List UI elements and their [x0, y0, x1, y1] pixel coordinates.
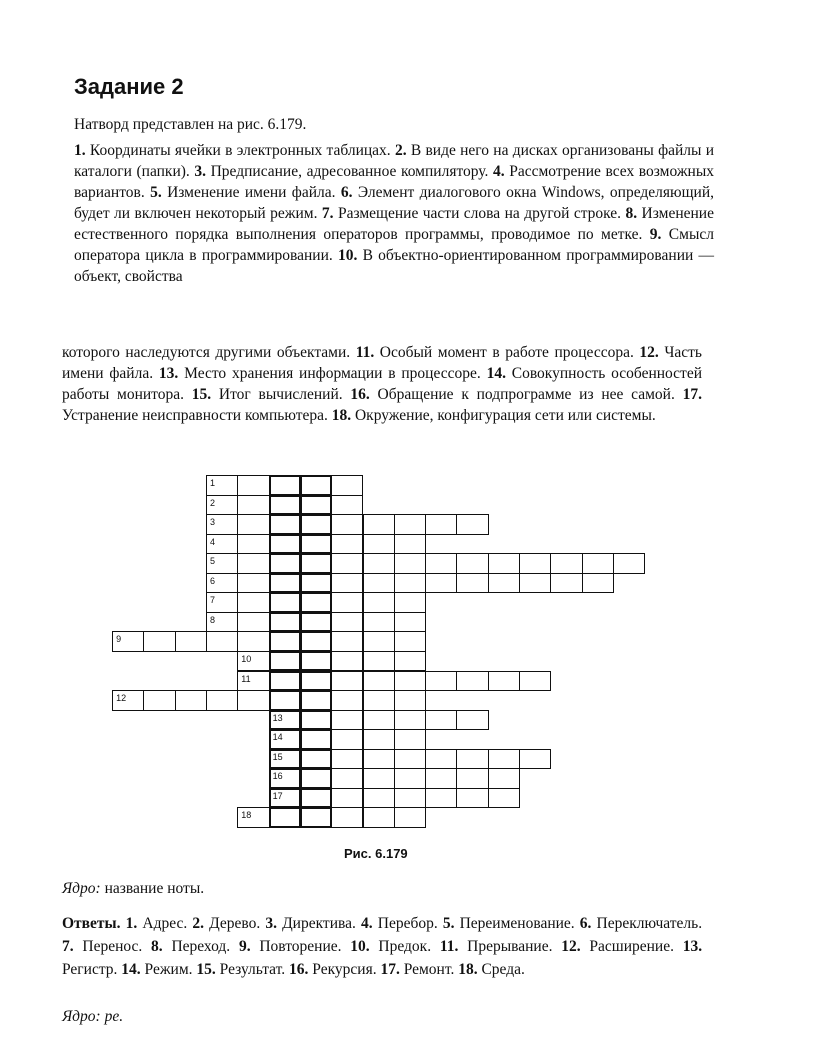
answer-word: Дерево. [209, 915, 261, 932]
row-number: 15 [272, 751, 283, 762]
grid-cell[interactable] [425, 768, 457, 789]
answer-number: 1. [125, 915, 138, 932]
clues-part-2 [62, 342, 702, 426]
answer-word: Расширение. [589, 938, 674, 955]
row-number: 11 [241, 673, 251, 684]
grid-cell[interactable] [331, 807, 363, 828]
grid-cell[interactable] [331, 690, 363, 711]
row-number: 12 [116, 693, 127, 704]
grid-cell[interactable] [488, 553, 520, 574]
grid-cell[interactable] [363, 671, 395, 692]
clue-text: Изменение имени файла. [161, 184, 341, 201]
core-cell[interactable] [300, 592, 332, 613]
grid-cell[interactable] [519, 553, 551, 574]
grid-cell[interactable] [456, 768, 488, 789]
clue-number: 14. [486, 365, 506, 382]
grid-cell[interactable] [237, 631, 269, 652]
grid-cell[interactable] [237, 573, 269, 594]
grid-cell[interactable] [331, 573, 363, 594]
row-number: 14 [272, 732, 283, 743]
clue-number: 2. [394, 142, 407, 159]
row-number: 18 [241, 810, 252, 821]
grid-cell[interactable] [175, 690, 207, 711]
row-number: 4 [210, 536, 216, 547]
grid-cell[interactable] [456, 671, 488, 692]
grid-cell[interactable] [394, 807, 426, 828]
core-cell[interactable] [269, 495, 301, 516]
row-number: 3 [210, 517, 216, 528]
clues-part-1 [74, 140, 714, 287]
clue-text: Предписание, адресованное компилятору. [206, 163, 493, 180]
grid-cell[interactable] [456, 553, 488, 574]
figure-caption: Рис. 6.179 [344, 846, 408, 861]
row-number: 1 [210, 478, 216, 488]
clue-number: 8. [625, 205, 638, 222]
grid-cell[interactable] [331, 495, 363, 516]
clue-number: 12. [639, 344, 659, 361]
grid-cell[interactable] [456, 749, 488, 770]
grid-cell[interactable] [206, 690, 238, 711]
grid-cell[interactable] [331, 788, 363, 809]
clue-number: 16. [350, 386, 370, 403]
core-cell[interactable] [300, 690, 332, 711]
answer-number: 7. [62, 938, 74, 955]
grid-cell[interactable] [394, 573, 426, 594]
clue-text: Место хранения информации в процессоре. [178, 365, 487, 382]
grid-cell[interactable] [363, 553, 395, 574]
core-cell[interactable] [300, 671, 332, 692]
grid-cell[interactable] [550, 573, 582, 594]
grid-cell[interactable] [363, 768, 395, 789]
answer-number: 11. [439, 938, 459, 955]
clue-text: Изменение естественного порядка выполнения операторов программы, проводимое по метке. [74, 205, 714, 243]
grid-cell[interactable] [425, 514, 457, 535]
row-number: 6 [210, 575, 216, 586]
grid-cell[interactable] [425, 710, 457, 731]
grid-cell[interactable] [143, 690, 175, 711]
answer-word: Перенос. [82, 938, 143, 955]
grid-cell[interactable] [237, 514, 269, 535]
clue-text: В объектно-ориентированном программировании — объект, свойства [74, 247, 715, 285]
clue-text: Рассмотрение всех возможных вариантов. [74, 163, 714, 201]
grid-cell[interactable] [331, 710, 363, 731]
clue-number: 7. [321, 205, 334, 222]
grid-cell[interactable] [394, 631, 426, 652]
clue-number: 10. [338, 247, 358, 264]
answer-word: Регистр. [62, 961, 118, 978]
core-cell[interactable] [300, 475, 332, 496]
core-cell[interactable] [300, 534, 332, 555]
grid-cell[interactable] [519, 573, 551, 594]
core-cell[interactable] [300, 514, 332, 535]
core-cell[interactable] [269, 553, 301, 574]
answer-number: 4. [361, 915, 373, 932]
clue-text: Особый момент в работе процессора. [374, 344, 640, 361]
answer-number: 10. [350, 938, 370, 955]
grid-cell[interactable] [394, 690, 426, 711]
core-cell[interactable] [269, 690, 301, 711]
grid-cell[interactable] [175, 631, 207, 652]
row-number: 5 [210, 556, 216, 567]
grid-cell[interactable] [456, 573, 488, 594]
clue-text: Итог вычислений. [211, 386, 351, 403]
answer-word: Рекурсия. [312, 961, 377, 978]
clue-number: 1. [74, 142, 86, 159]
grid-cell[interactable] [331, 534, 363, 555]
grid-cell[interactable] [237, 534, 269, 555]
core-cell[interactable] [300, 612, 332, 633]
grid-cell[interactable] [394, 612, 426, 633]
answer-word: Ремонт. [403, 961, 455, 978]
answer-number: 2. [192, 915, 204, 932]
clue-text: Размещение части слова на другой строке. [333, 205, 626, 222]
answer-word: Предок. [378, 938, 432, 955]
core-cell[interactable] [300, 631, 332, 652]
grid-cell[interactable] [425, 671, 457, 692]
answers-label: Ответы. [62, 915, 121, 932]
clue-number: 18. [331, 407, 352, 424]
grid-cell[interactable] [394, 651, 426, 672]
grid-cell[interactable] [363, 612, 395, 633]
clue-number: 4. [492, 163, 505, 180]
clue-number: 15. [191, 386, 212, 403]
grid-cell[interactable] [237, 553, 269, 574]
core-cell[interactable] [300, 729, 332, 750]
grid-cell[interactable] [613, 553, 645, 574]
answer-number: 17. [380, 961, 400, 978]
answer-number: 15. [196, 961, 216, 978]
clue-text: Часть имени файла. [62, 344, 702, 382]
answer-word: Переименование. [459, 915, 575, 932]
grid-cell[interactable] [331, 671, 363, 692]
row-number: 16 [272, 771, 283, 782]
clue-text: Элемент диалогового окна Windows, определяющий, будет ли включен некоторый режим. [74, 184, 714, 222]
grid-cell[interactable] [488, 671, 520, 692]
grid-cell[interactable] [488, 749, 520, 770]
answer-number: 5. [442, 915, 455, 932]
grid-cell[interactable] [425, 553, 457, 574]
grid-cell[interactable] [331, 768, 363, 789]
grid-cell[interactable] [488, 788, 520, 809]
grid-cell[interactable] [363, 573, 395, 594]
grid-cell[interactable] [237, 475, 269, 496]
grid-cell[interactable] [394, 534, 426, 555]
grid-cell[interactable] [394, 768, 426, 789]
core-cell[interactable] [300, 651, 332, 672]
grid-cell[interactable] [331, 553, 363, 574]
clue-number: 11. [355, 344, 375, 361]
core-cell[interactable] [300, 710, 332, 731]
grid-cell[interactable] [363, 651, 395, 672]
core-clue-label: Ядро: [62, 880, 101, 897]
core-cell[interactable] [269, 573, 301, 594]
grid-cell[interactable] [331, 514, 363, 535]
core-cell[interactable] [300, 553, 332, 574]
grid-cell[interactable] [331, 631, 363, 652]
core-cell[interactable] [269, 592, 301, 613]
grid-cell[interactable] [488, 573, 520, 594]
grid-cell[interactable] [363, 534, 395, 555]
grid-cell[interactable] [394, 710, 426, 731]
answer-word: Повторение. [259, 938, 342, 955]
core-cell[interactable] [300, 768, 332, 789]
grid-cell[interactable] [331, 612, 363, 633]
clue-text: Совокупность особенностей работы монитора. [62, 365, 703, 403]
grid-cell[interactable] [237, 690, 269, 711]
row-number: 2 [210, 497, 216, 508]
clue-text: Координаты ячейки в электронных таблицах. [85, 142, 395, 159]
answer-word: Переключатель. [596, 915, 703, 932]
clue-text: которого наследуются другими объектами. [62, 344, 356, 361]
core-cell[interactable] [269, 651, 301, 672]
row-number: 8 [210, 614, 216, 625]
core-cell[interactable] [300, 573, 332, 594]
row-number: 13 [272, 712, 283, 723]
answer-number: 12. [561, 938, 581, 955]
grid-cell[interactable] [206, 631, 238, 652]
grid-cell[interactable] [363, 788, 395, 809]
answer-word: Адрес. [142, 915, 188, 932]
core-clue-text: название ноты. [100, 880, 205, 897]
grid-cell[interactable] [363, 807, 395, 828]
grid-cell[interactable] [331, 592, 363, 613]
answer-word: Директива. [282, 915, 356, 932]
clue-number: 13. [158, 365, 179, 382]
grid-cell[interactable] [456, 788, 488, 809]
intro-text: Натворд представлен на рис. 6.179. [74, 116, 307, 133]
core-answer: Ядро: ре. [62, 1008, 124, 1025]
core-cell[interactable] [269, 514, 301, 535]
page-title: Задание 2 [74, 74, 184, 99]
grid-cell[interactable] [363, 710, 395, 731]
grid-cell[interactable] [331, 729, 363, 750]
answer-word: Режим. [144, 961, 193, 978]
answer-number: 6. [579, 915, 592, 932]
row-number: 10 [241, 653, 252, 664]
clue-number: 9. [649, 226, 662, 243]
clue-text: Обращение к подпрограмме из нее самой. [369, 386, 683, 403]
answer-number: 16. [289, 961, 309, 978]
grid-cell[interactable] [363, 514, 395, 535]
answer-word: Переход. [171, 938, 231, 955]
grid-cell[interactable] [456, 514, 488, 535]
grid-cell[interactable] [363, 729, 395, 750]
grid-cell[interactable] [488, 768, 520, 789]
grid-cell[interactable] [394, 749, 426, 770]
grid-cell[interactable] [331, 651, 363, 672]
row-number: 7 [210, 595, 216, 606]
grid-cell[interactable] [363, 592, 395, 613]
row-number: 9 [116, 634, 122, 645]
clue-number: 17. [682, 386, 702, 403]
grid-cell[interactable] [582, 573, 614, 594]
grid-cell[interactable] [425, 749, 457, 770]
answer-number: 13. [682, 938, 703, 955]
grid-cell[interactable] [394, 592, 426, 613]
answer-word: Перебор. [377, 915, 438, 932]
clue-text: Устранение неисправности компьютера. [62, 407, 332, 424]
grid-cell[interactable] [519, 749, 551, 770]
grid-cell[interactable] [456, 710, 488, 731]
core-cell[interactable] [300, 788, 332, 809]
clue-number: 3. [194, 163, 206, 180]
core-cell[interactable] [300, 749, 332, 770]
grid-cell[interactable] [582, 553, 614, 574]
core-cell[interactable] [269, 612, 301, 633]
grid-cell[interactable] [237, 612, 269, 633]
answer-number: 8. [151, 938, 163, 955]
clue-text: Смысл оператора цикла в программировании. [74, 226, 714, 264]
grid-cell[interactable] [331, 475, 363, 496]
core-cell[interactable] [269, 807, 301, 828]
clue-text: Окружение, конфигурация сети или системы. [351, 407, 656, 424]
answers-block [62, 912, 702, 981]
answer-number: 18. [458, 961, 478, 978]
core-cell[interactable] [300, 807, 332, 828]
answer-number: 3. [265, 915, 277, 932]
core-cell[interactable] [269, 475, 301, 496]
core-cell[interactable] [269, 671, 301, 692]
grid-cell[interactable] [143, 631, 175, 652]
grid-cell[interactable] [363, 749, 395, 770]
answer-number: 14. [121, 961, 141, 978]
grid-cell[interactable] [394, 788, 426, 809]
core-cell[interactable] [269, 534, 301, 555]
core-cell[interactable] [269, 631, 301, 652]
grid-cell[interactable] [363, 631, 395, 652]
grid-cell[interactable] [331, 749, 363, 770]
grid-cell[interactable] [519, 671, 551, 692]
clue-text: В виде него на дисках организованы файлы и каталоги (папки). [74, 142, 714, 180]
row-number: 17 [272, 790, 283, 801]
answer-word: Результат. [219, 961, 286, 978]
grid-cell[interactable] [394, 671, 426, 692]
core-clue [62, 880, 204, 898]
clue-number: 5. [150, 184, 162, 201]
grid-cell[interactable] [394, 729, 426, 750]
grid-cell[interactable] [425, 788, 457, 809]
answer-word: Среда. [481, 961, 525, 978]
core-cell[interactable] [300, 495, 332, 516]
answer-number: 9. [238, 938, 251, 955]
clue-number: 6. [340, 184, 353, 201]
grid-cell[interactable] [394, 514, 426, 535]
grid-cell[interactable] [237, 495, 269, 516]
grid-cell[interactable] [237, 592, 269, 613]
grid-cell[interactable] [425, 573, 457, 594]
answer-word: Прерывание. [467, 938, 553, 955]
grid-cell[interactable] [550, 553, 582, 574]
grid-cell[interactable] [363, 690, 395, 711]
grid-cell[interactable] [394, 553, 426, 574]
